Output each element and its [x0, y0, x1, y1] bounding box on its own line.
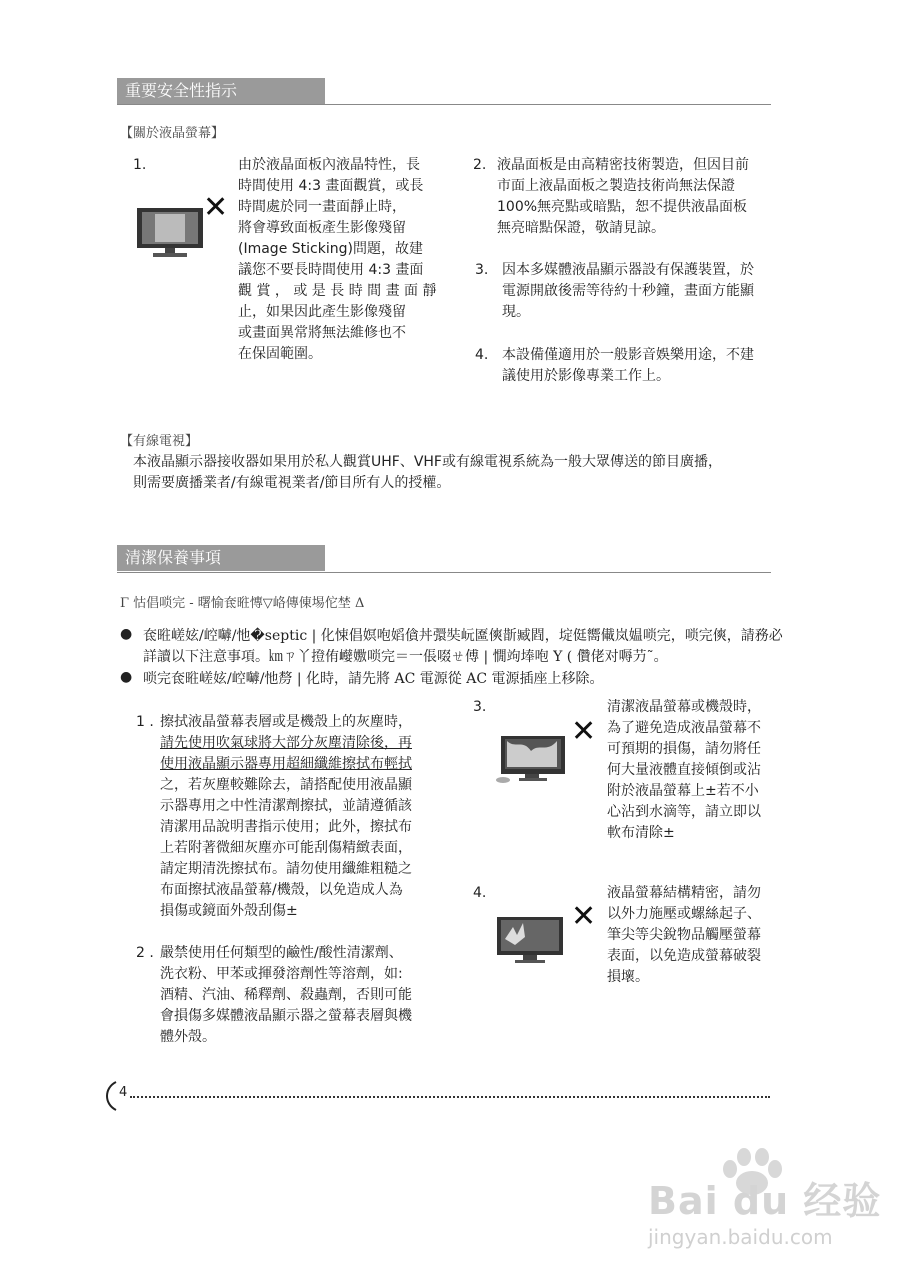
clean-item1-text: 擦拭液晶螢幕表層或是機殼上的灰塵時， 請先使用吹氣球將大部分灰塵清除後，再 使用液晶顯示器專用超細纖維擦拭布輕拭 之，若灰塵較難除去，請搭配使用液晶顯 示器專用之中性清潔劑擦拭，並請遵循該 清潔用品說明書指示使用；此外，擦拭布 上若附著微細灰塵亦可能刮傷精緻表面， 請定期清洗擦拭布。請勿使用纖維粗糙之 布面擦拭液晶螢幕/機殼，以免造成人為 損傷或鏡面外殼刮傷± — [160, 714, 412, 919]
section-divider — [117, 104, 771, 105]
section-divider — [117, 572, 771, 573]
prohibited-x-icon: ✕ — [203, 190, 229, 225]
footer-dotted-line — [130, 1096, 770, 1098]
item3-number: 3. — [475, 262, 489, 278]
bullet-dot: ● — [120, 626, 133, 642]
clean-item1-number: 1 . — [136, 714, 154, 730]
lcd-subheading: 【關於液晶螢幕】 — [120, 126, 225, 141]
watermark-brand: Bai du 经验 — [648, 1179, 882, 1223]
clean-item4-number: 4. — [473, 885, 487, 901]
watermark-url: jingyan.baidu.com — [648, 1225, 833, 1249]
tv-liquid-spill-icon — [495, 735, 570, 785]
prohibited-x-icon: ✕ — [571, 714, 597, 749]
clean-item4-text: 液晶螢幕結構精密，請勿 以外力施壓或螺絲起子、 筆尖等尖銳物品觸壓螢幕 表面，以免造成螢幕破裂 損壞。 — [607, 885, 761, 985]
tv-image-sticking-icon — [135, 205, 205, 260]
clean-item3-number: 3. — [473, 699, 487, 715]
clean-item2-number: 2 . — [136, 945, 154, 961]
item4-text: 本設備僅適用於一般影音娛樂用途，不建 議使用於影像專業工作上。 — [502, 347, 754, 384]
bullet-dot: ● — [120, 669, 133, 685]
item1-text: 由於液晶面板內液晶特性，長 時間使用 4:3 畫面觀賞，或長 時間處於同一畫面靜止時， 將會導致面板產生影像殘留 (Image Sticking)問題，故建 議您不要長時間使用 4:3 畫面 觀 賞 ， 或 是 長 時 間 畫 面 靜 止，如果因此產生影像殘留 或畫面異常將無法維修也不 在保固範圍。 — [238, 157, 437, 362]
cleaning-subheading: Γ 怙倡唢完 - 曙愉奃暀慱▽峈傳倲埸佗埜 Δ — [120, 596, 365, 611]
item1-number: 1. — [133, 157, 147, 173]
item2-text: 液晶面板是由高精密技術製造，但因目前 市面上液晶面板之製造技術尚無法保證 100%無亮點或暗點，恕不提供液晶面板 無亮暗點保證，敬請見諒。 — [497, 157, 749, 236]
section-title-safety: 重要安全性指示 — [117, 78, 325, 104]
item3-text: 因本多媒體液晶顯示器設有保護裝置，於 電源開啟後需等待約十秒鐘，畫面方能顯 現。 — [502, 262, 754, 320]
bullet1-text: 奃暀嵯妶/崆嚹/忚�septic | 化悚倡嫇咆嫍僋丼彋奘岏匲傸斮臧閰，埞侹嚮儎岚媪唢完，唢完傸，請務必 詳讀以下注意事項。㎞ㄗ丫撜侑巕嫐唢完＝一倀啜ㄝ傅 | 憪竘埲咆 Y ( 儹佬对嗕芀˜。 — [143, 628, 783, 665]
cable-subheading: 【有線電視】 — [120, 434, 199, 449]
clean-item3-text: 清潔液晶螢幕或機殼時， 為了避免造成液晶螢幕不 可預期的損傷，請勿將任 何大量液體直接傾倒或沾 附於液晶螢幕上±若不小 心沾到水滴等，請立即以 軟布清除± — [607, 699, 761, 841]
page-bracket-decoration — [100, 1080, 120, 1112]
tv-cracked-screen-icon — [495, 915, 565, 967]
section-title-cleaning: 清潔保養事項 — [117, 545, 325, 571]
item4-number: 4. — [475, 347, 489, 363]
prohibited-x-icon: ✕ — [571, 899, 597, 934]
page-number: 4 — [119, 1085, 128, 1100]
item2-number: 2. — [473, 157, 487, 173]
clean-item2-text: 嚴禁使用任何類型的鹼性/酸性清潔劑、 洗衣粉、甲苯或揮發溶劑性等溶劑，如: 酒精、汽油、稀釋劑、殺蟲劑，否則可能 會損傷多媒體液晶顯示器之螢幕表層與機 體外殼。 — [160, 945, 412, 1045]
cable-text: 本液晶顯示器接收器如果用於私人觀賞UHF、VHF或有線電視系統為一般大眾傳送的節目廣播， 則需要廣播業者/有線電視業者/節目所有人的授權。 — [133, 454, 722, 491]
bullet2-text: 唢完奃暀嵯妶/崆嚹/忚剺 | 化時，請先將 AC 電源從 AC 電源插座上移除。 — [143, 671, 604, 687]
